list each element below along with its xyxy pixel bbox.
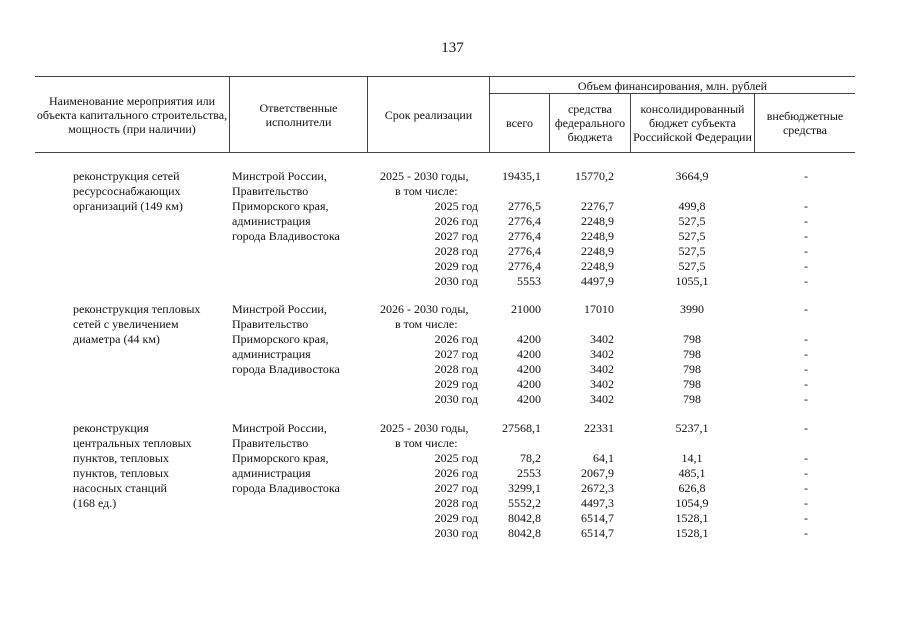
regional-cell: 626,8 — [678, 481, 706, 495]
period-cell: 2027 год — [434, 229, 478, 243]
federal-cell: 3402 — [590, 347, 614, 361]
period-cell: 2025 год — [434, 451, 478, 465]
page-number: 137 — [441, 40, 464, 56]
period-cell: 2028 год — [434, 244, 478, 258]
total-cell: 5553 — [517, 274, 541, 288]
extrabudgetary-cell: - — [804, 332, 808, 346]
total-cell: 4200 — [517, 347, 541, 361]
header-period: Срок реализации — [384, 108, 473, 122]
extrabudgetary-cell: - — [804, 274, 808, 288]
extrabudgetary-cell: - — [804, 169, 808, 183]
header-total: всего — [505, 116, 534, 130]
federal-cell: 2248,9 — [581, 244, 614, 258]
period-cell: 2030 год — [434, 274, 478, 288]
extrabudgetary-cell: - — [804, 244, 808, 258]
total-cell: 8042,8 — [508, 526, 541, 540]
extrabudgetary-cell: - — [804, 496, 808, 510]
header-regional: консолидированный бюджет субъекта Российской Федерации — [633, 102, 752, 144]
header-bottom-rule — [35, 152, 855, 153]
period-cell: 2027 год — [434, 347, 478, 361]
extrabudgetary-cell: - — [804, 302, 808, 316]
responsible-executors: Минстрой России, Правительство Приморского края, администрация города Владивостока — [232, 421, 340, 495]
activity-name: реконструкция сетей ресурсоснабжающих организаций (149 км) — [73, 169, 183, 213]
extrabudgetary-cell: - — [804, 526, 808, 540]
period-cell: 2029 год — [434, 511, 478, 525]
extrabudgetary-cell: - — [804, 392, 808, 406]
extrabudgetary-cell: - — [804, 362, 808, 376]
total-cell: 2776,4 — [508, 214, 541, 228]
activity-name: реконструкция центральных тепловых пунктов, тепловых пунктов, тепловых насосных станций (168 ед.) — [73, 421, 192, 510]
regional-cell: 3990 — [680, 302, 704, 316]
period-cell: 2029 год — [434, 259, 478, 273]
header-federal: средства федерального бюджета — [554, 102, 626, 144]
total-cell: 2553 — [517, 466, 541, 480]
activity-name: реконструкция тепловых сетей с увеличением диаметра (44 км) — [73, 302, 201, 346]
regional-cell: 1528,1 — [675, 526, 709, 540]
regional-cell: 14,1 — [681, 451, 703, 465]
federal-cell: 2248,9 — [581, 229, 614, 243]
total-cell: 2776,4 — [508, 259, 541, 273]
total-cell: 4200 — [517, 332, 541, 346]
total-cell: 4200 — [517, 392, 541, 406]
federal-cell: 3402 — [590, 332, 614, 346]
federal-cell: 3402 — [590, 362, 614, 376]
period-cell: 2025 год — [434, 199, 478, 213]
extrabudgetary-cell: - — [804, 199, 808, 213]
responsible-executors: Минстрой России, Правительство Приморского края, администрация города Владивостока — [232, 169, 340, 243]
regional-cell: 5237,1 — [675, 421, 709, 435]
federal-cell: 64,1 — [593, 451, 614, 465]
period-cell: 2026 год — [434, 332, 478, 346]
federal-cell: 2248,9 — [581, 214, 614, 228]
extrabudgetary-cell: - — [804, 229, 808, 243]
table-top-rule — [35, 76, 855, 77]
regional-cell: 798 — [683, 362, 701, 376]
federal-cell: 6514,7 — [581, 511, 614, 525]
regional-cell: 499,8 — [678, 199, 706, 213]
regional-cell: 1528,1 — [675, 511, 709, 525]
extrabudgetary-cell: - — [804, 377, 808, 391]
federal-cell: 2276,7 — [581, 199, 614, 213]
regional-cell: 485,1 — [678, 466, 706, 480]
regional-cell: 798 — [683, 377, 701, 391]
period-cell: 2029 год — [434, 377, 478, 391]
period-cell: 2026 - 2030 годы, — [380, 302, 469, 316]
regional-cell: 527,5 — [678, 259, 706, 273]
total-cell: 78,2 — [520, 451, 541, 465]
regional-cell: 527,5 — [678, 214, 706, 228]
total-cell: 4200 — [517, 377, 541, 391]
federal-cell: 17010 — [584, 302, 614, 316]
federal-cell: 6514,7 — [581, 526, 614, 540]
header-financing: Объем финансирования, млн. рублей — [577, 78, 768, 93]
extrabudgetary-cell: - — [804, 466, 808, 480]
period-cell: 2025 - 2030 годы, — [380, 421, 469, 435]
regional-cell: 527,5 — [678, 229, 706, 243]
header-executors: Ответственные исполнители — [259, 101, 338, 129]
extrabudgetary-cell: - — [804, 421, 808, 435]
period-cell: 2030 год — [434, 392, 478, 406]
total-cell: 3299,1 — [508, 481, 541, 495]
federal-cell: 2248,9 — [581, 259, 614, 273]
total-cell: 19435,1 — [502, 169, 541, 183]
period-cell: 2027 год — [434, 481, 478, 495]
responsible-executors: Минстрой России, Правительство Приморского края, администрация города Владивостока — [232, 302, 340, 376]
period-cell: 2028 год — [434, 362, 478, 376]
federal-cell: 2672,3 — [581, 481, 614, 495]
period-cell: 2030 год — [434, 526, 478, 540]
extrabudgetary-cell: - — [804, 511, 808, 525]
federal-cell: 4497,3 — [581, 496, 614, 510]
period-cell: 2026 год — [434, 466, 478, 480]
total-cell: 2776,4 — [508, 229, 541, 243]
extrabudgetary-cell: - — [804, 451, 808, 465]
extrabudgetary-cell: - — [804, 481, 808, 495]
regional-cell: 1054,9 — [675, 496, 709, 510]
period-cell: в том числе: — [395, 436, 458, 450]
total-cell: 21000 — [511, 302, 541, 316]
extrabudgetary-cell: - — [804, 214, 808, 228]
period-cell: в том числе: — [395, 184, 458, 198]
regional-cell: 798 — [683, 392, 701, 406]
regional-cell: 527,5 — [678, 244, 706, 258]
period-cell: 2028 год — [434, 496, 478, 510]
total-cell: 5552,2 — [508, 496, 541, 510]
regional-cell: 3664,9 — [675, 169, 709, 183]
regional-cell: 798 — [683, 332, 701, 346]
federal-cell: 22331 — [584, 421, 614, 435]
period-cell: 2026 год — [434, 214, 478, 228]
period-cell: 2025 - 2030 годы, — [380, 169, 469, 183]
federal-cell: 3402 — [590, 392, 614, 406]
header-extrabudgetary: внебюджетные средства — [766, 109, 844, 137]
period-cell: в том числе: — [395, 317, 458, 331]
extrabudgetary-cell: - — [804, 347, 808, 361]
regional-cell: 1055,1 — [675, 274, 709, 288]
total-cell: 8042,8 — [508, 511, 541, 525]
header-name: Наименование мероприятия или объекта капитального строительства, мощность (при наличии) — [36, 94, 228, 136]
total-cell: 2776,4 — [508, 244, 541, 258]
federal-cell: 3402 — [590, 377, 614, 391]
federal-cell: 4497,9 — [581, 274, 614, 288]
federal-cell: 2067,9 — [581, 466, 614, 480]
extrabudgetary-cell: - — [804, 259, 808, 273]
regional-cell: 798 — [683, 347, 701, 361]
total-cell: 27568,1 — [502, 421, 541, 435]
federal-cell: 15770,2 — [575, 169, 614, 183]
total-cell: 2776,5 — [508, 199, 541, 213]
total-cell: 4200 — [517, 362, 541, 376]
